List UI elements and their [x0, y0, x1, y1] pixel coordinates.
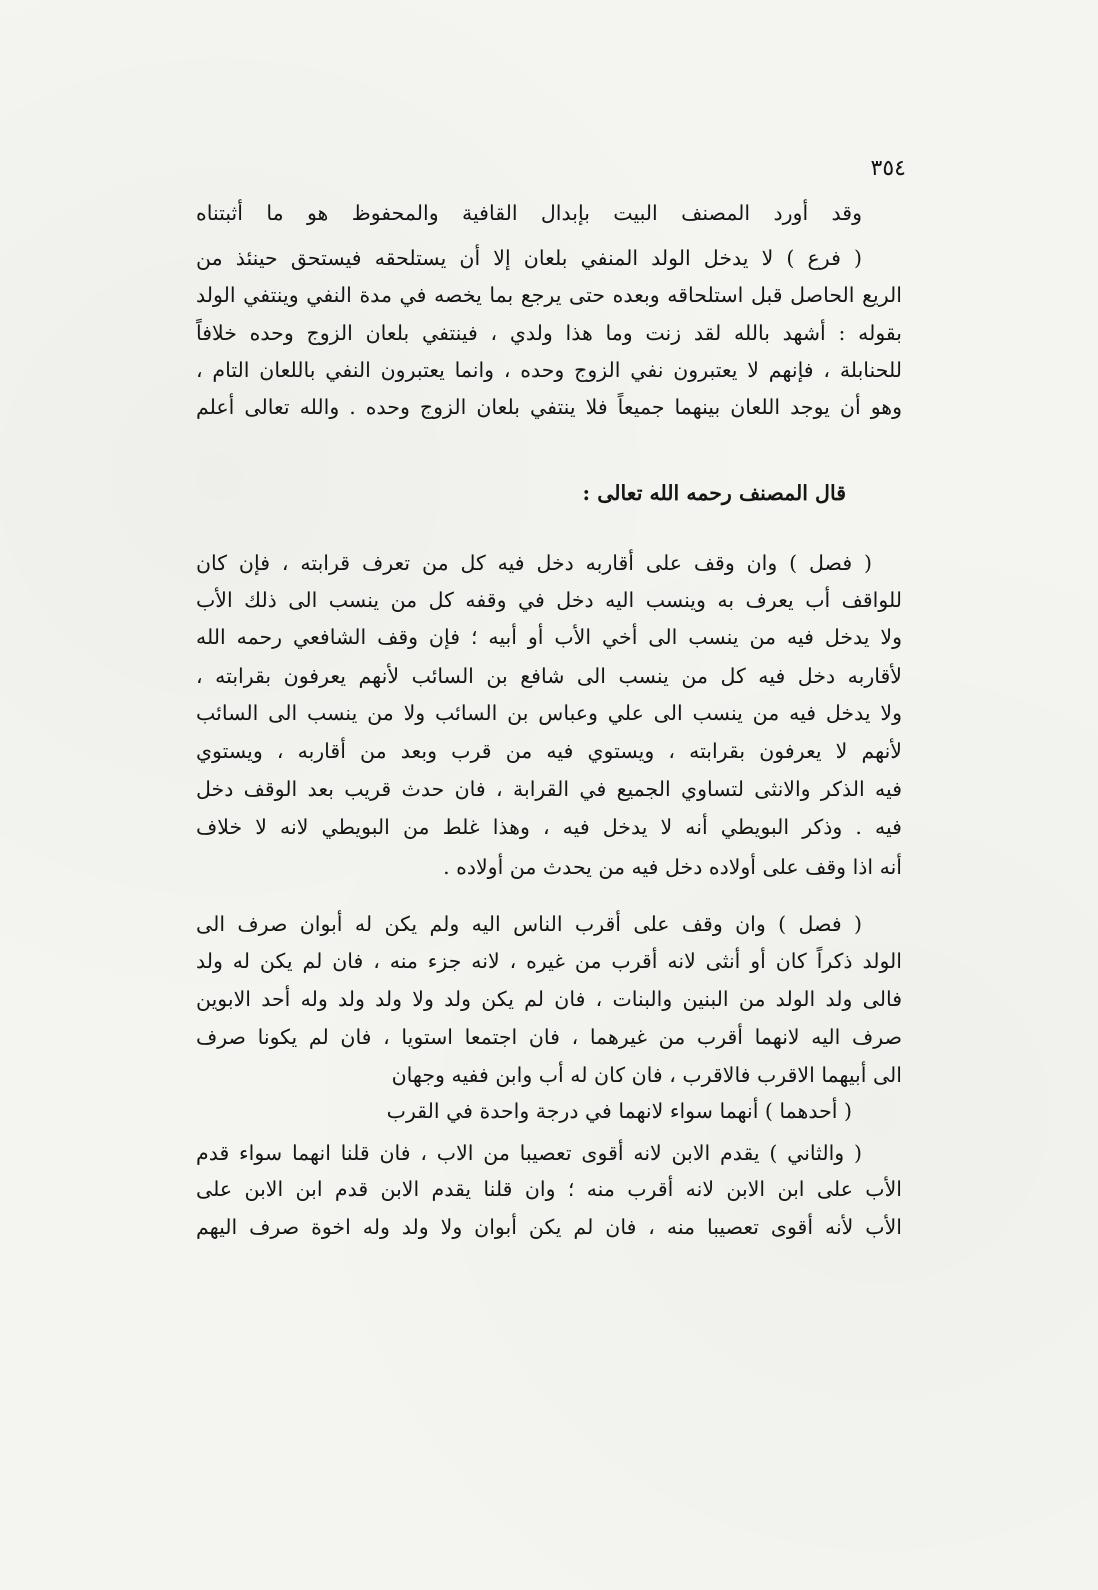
page-number: ٣٥٤	[870, 156, 906, 181]
text-line: ولا يدخل فيه من ينسب الى أخي الأب أو أبيه ؛ فإن وقف الشافعي رحمه الله	[196, 625, 902, 649]
text-line: وهو أن يوجد اللعان بينهما جميعاً فلا ينتفي بلعان الزوج وحده . والله تعالى أعلم	[196, 395, 902, 419]
text-line: فالى ولد الولد من البنين والبنات ، فان لم يكن ولد ولا ولد ولد وله أحد الابوين	[196, 987, 902, 1011]
text-line: ( والثاني ) يقدم الابن لانه أقوى تعصيبا من الاب ، فان قلنا انهما سواء قدم	[196, 1141, 862, 1165]
text-line: الريع الحاصل قبل استلحاقه وبعده حتى يرجع بما يخصه في مدة النفي وينتفي الولد	[196, 283, 902, 307]
text-line: الولد ذكراً كان أو أنثى لانه أقرب من غيره ، لانه جزء منه ، فان لم يكن له ولد	[196, 949, 902, 973]
text-line: الأب لأنه أقوى تعصيبا منه ، فان لم يكن أبوان ولا ولد وله اخوة صرف اليهم	[196, 1215, 902, 1239]
text-line: أنه اذا وقف على أولاده دخل فيه من يحدث من أولاده .	[443, 855, 902, 879]
text-line: لأنهم لا يعرفون بقرابته ، ويستوي فيه من قرب وبعد من أقاربه ، ويستوي	[196, 739, 902, 763]
section-heading: قال المصنف رحمه الله تعالى :	[582, 481, 846, 505]
text-line: ( فصل ) وان وقف على أقرب الناس اليه ولم يكن له أبوان صرف الى	[196, 912, 862, 936]
text-line: ( فرع ) لا يدخل الولد المنفي بلعان إلا أن يستلحقه فيستحق حينئذ من	[196, 246, 862, 270]
text-line: بقوله : أشهد بالله لقد زنت وما هذا ولدي ، فينتفي بلعان الزوج وحده خلافاً	[196, 321, 902, 345]
text-line: الأب على ابن الابن لانه أقرب منه ؛ وان قلنا يقدم الابن قدم ابن الابن على	[196, 1177, 902, 1201]
text-line: فيه . وذكر البويطي أنه لا يدخل فيه ، وهذا غلط من البويطي لانه لا خلاف	[196, 815, 902, 839]
text-line: لأقاربه دخل فيه كل من ينسب الى شافع بن السائب لأنهم يعرفون بقرابته ،	[196, 664, 902, 688]
text-line: وقد أورد المصنف البيت بإبدال القافية والمحفوظ هو ما أثبتناه	[196, 201, 862, 225]
text-line: للواقف أب يعرف به وينسب اليه دخل في وقفه كل من ينسب الى ذلك الأب	[196, 588, 902, 612]
text-line: فيه الذكر والانثى لتساوي الجميع في القرابة ، فان حدث قريب بعد الوقف دخل	[196, 777, 902, 801]
text-line: الى أبيهما الاقرب فالاقرب ، فان كان له أب وابن ففيه وجهان	[391, 1063, 902, 1087]
text-line: ( أحدهما ) أنهما سواء لانهما في درجة واحدة في القرب	[386, 1099, 852, 1123]
text-line: ولا يدخل فيه من ينسب الى علي وعباس بن السائب ولا من ينسب الى السائب	[196, 701, 902, 725]
text-line: ( فصل ) وان وقف على أقاربه دخل فيه كل من تعرف قرابته ، فإن كان	[196, 551, 872, 575]
text-line: صرف اليه لانهما أقرب من غيرهما ، فان اجتمعا استويا ، فان لم يكونا صرف	[196, 1025, 902, 1049]
text-line: للحنابلة ، فإنهم لا يعتبرون نفي الزوج وحده ، وانما يعتبرون النفي باللعان التام ،	[196, 358, 902, 382]
